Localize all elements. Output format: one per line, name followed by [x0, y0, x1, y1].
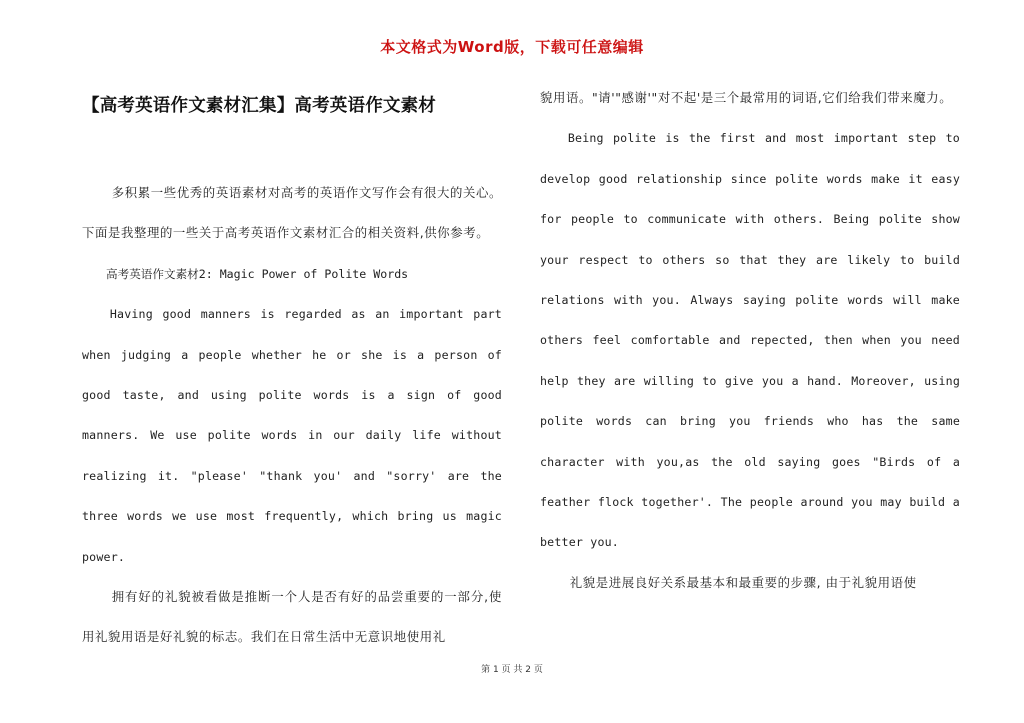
chinese-paragraph-2: 礼貌是进展良好关系最基本和最重要的步骤, 由于礼貌用语使	[569, 574, 917, 590]
english-paragraph-1: Having good manners is regarded as an important part when judging a people whether he or she is a person of good taste, and using polite words is a sign of good manners. We use polite words in our daily life without realizing it. "please' "thank you' and "sorry' are the three words we use most frequently, which bring us magic power.	[82, 307, 502, 564]
chinese-paragraph-1-continued: 貌用语。"请'"感谢'"对不起'是三个最常用的词语,它们给我们带来魔力。	[540, 90, 953, 105]
section-subheading: 高考英语作文素材2: Magic Power of Polite Words	[106, 266, 409, 281]
word-format-banner: 本文格式为Word版，下载可任意编辑	[380, 38, 644, 56]
english-paragraph-2: Being polite is the first and most important step to develop good relationship since polite words make it easy for people to communicate with others. Being polite show your respect to others so that they are likely to build relations with you. Always saying polite words will make others feel comfortable and repected, then when you need help they are willing to give you a hand. Moreover, using polite words can bring you friends who has the same character with you,as the old saying goes "Birds of a feather flock together'. The people around you may build a better you.	[540, 131, 960, 550]
right-column	[540, 78, 960, 603]
intro-paragraph: 多积累一些优秀的英语素材对高考的英语作文写作会有很大的关心。下面是我整理的一些关于高考英语作文素材汇合的相关资料,供你参考。	[82, 185, 502, 241]
document-title: 【高考英语作文素材汇集】高考英语作文素材	[82, 96, 436, 116]
left-column	[82, 78, 502, 658]
page-number: 第 1 页 共 2 页	[481, 665, 543, 675]
chinese-paragraph-1: 拥有好的礼貌被看做是推断一个人是否有好的品尝重要的一部分,使用礼貌用语是好礼貌的标志。我们在日常生活中无意识地使用礼	[82, 589, 502, 645]
